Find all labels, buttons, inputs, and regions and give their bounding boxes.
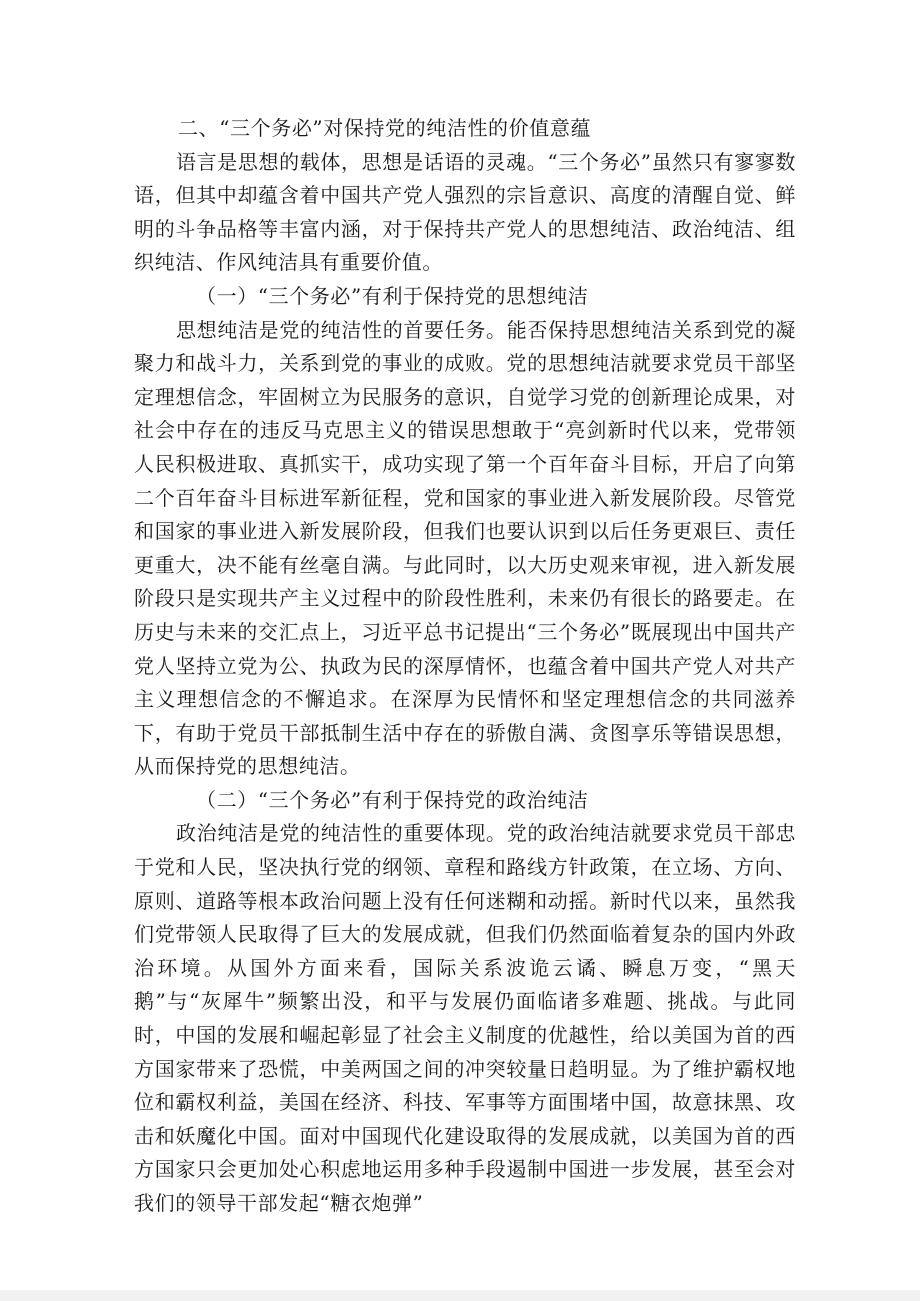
subsection-2-paragraph: 政治纯洁是党的纯洁性的重要体现。党的政治纯洁就要求党员干部忠于党和人民，坚决执行党的纲领、章程和路线方针政策，在立场、方向、原则、道路等根本政治问题上没有任何迷糊和动摇。新时代以来，虽然我们党带领人民取得了巨大的发展成就，但我们仍然面临着复杂的国内外政治环境。从国外方面来看，国际关系波诡云谲、瞬息万变，“黑天鹅”与“灰犀牛”频繁出没，和平与发展仍面临诸多难题、挑战。与此同时，中国的发展和崛起彰显了社会主义制度的优越性，给以美国为首的西方国家带来了恐慌，中美两国之间的冲突较量日趋明显。为了维护霸权地位和霸权利益，美国在经济、科技、军事等方面围堵中国，故意抹黑、攻击和妖魔化中国。面对中国现代化建设取得的发展成就，以美国为首的西方国家只会更加处心积虑地运用多种手段遏制中国进一步发展，甚至会对我们的领导干部发起“糖衣炮弹” — [134, 821, 796, 1215]
section-heading: 二、“三个务必”对保持党的纯洁性的价值意蕴 — [178, 116, 592, 140]
document-body — [134, 112, 796, 1221]
subsection-2-heading: （二）“三个务必”有利于保持党的政治纯洁 — [196, 787, 589, 812]
intro-paragraph: 语言是思想的载体，思想是话语的灵魂。“三个务必”虽然只有寥寥数语，但其中却蕴含着中国共产党人强烈的宗旨意识、高度的清醒自觉、鲜明的斗争品格等丰富内涵，对于保持共产党人的思想纯洁、政治纯洁、组织纯洁、作风纯洁具有重要价值。 — [134, 149, 796, 275]
subsection-1-heading: （一）“三个务必”有利于保持党的思想纯洁 — [196, 283, 589, 308]
page-bottom-edge — [0, 1290, 920, 1301]
subsection-1-paragraph: 思想纯洁是党的纯洁性的首要任务。能否保持思想纯洁关系到党的凝聚力和战斗力，关系到党的事业的成败。党的思想纯洁就要求党员干部坚定理想信念，牢固树立为民服务的意识，自觉学习党的创新理论成果，对社会中存在的违反马克思主义的错误思想敢于“亮剑新时代以来，党带领人民积极进取、真抓实干，成功实现了第一个百年奋斗目标，开启了向第二个百年奋斗目标进军新征程，党和国家的事业进入新发展阶段。尽管党和国家的事业进入新发展阶段，但我们也要认识到以后任务更艰巨、责任更重大，决不能有丝毫自满。与此同时，以大历史观来审视，进入新发展阶段只是实现共产主义过程中的阶段性胜利，未来仍有很长的路要走。在历史与未来的交汇点上，习近平总书记提出“三个务必”既展现出中国共产党人坚持立党为公、执政为民的深厚情怀，也蕴含着中国共产党人对共产主义理想信念的不懈追求。在深厚为民情怀和坚定理想信念的共同滋养下，有助于党员干部抵制生活中存在的骄傲自满、贪图享乐等错误思想，从而保持党的思想纯洁。 — [134, 317, 796, 779]
